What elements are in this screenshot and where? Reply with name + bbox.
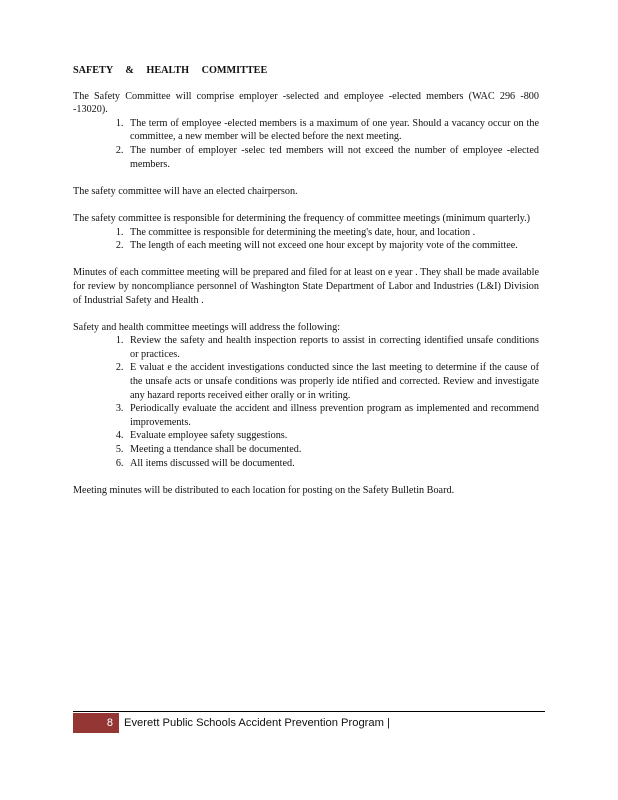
list-item: 2. The number of employer -selec ted members will not exceed the number of employee -elected members. <box>126 144 539 171</box>
paragraph: The safety committee will have an elected chairperson. <box>73 185 298 197</box>
paragraph: Minutes of each committee meeting will be prepared and filed for at least on e year . They shall be made available for review by noncompliance personnel of Washington State Department of Labor and Industries (L&I) Division of Industrial Safety and Health . <box>73 267 539 306</box>
section-minutes <box>73 266 539 307</box>
paragraph: Safety and health committee meetings will address the following: <box>73 321 341 333</box>
section-title: SAFETY & HEALTH COMMITTEE <box>73 65 268 76</box>
list-item: 6. All items discussed will be documented. <box>126 457 539 471</box>
numbered-list <box>73 334 539 470</box>
numbered-list <box>73 117 539 171</box>
list-item: 3. Periodically evaluate the accident and illness prevention program as implemented and recommend improvements. <box>126 402 539 429</box>
list-item: 1. The term of employee -elected members is a maximum of one year. Should a vacancy occur on the committee, a new member will be elected before the next meeting. <box>126 117 539 144</box>
page-number-badge: 8 <box>73 713 119 733</box>
section-meeting-agenda <box>73 321 539 471</box>
section-chairperson <box>73 185 539 199</box>
footer-title: Everett Public Schools Accident Prevention Program | <box>124 717 390 729</box>
paragraph: The safety committee is responsible for determining the frequency of committee meetings (minimum quarterly.) <box>73 212 531 224</box>
list-item: 5. Meeting a ttendance shall be documented. <box>126 443 539 457</box>
list-item: 2. The length of each meeting will not exceed one hour except by majority vote of the committee. <box>126 239 539 253</box>
section-distribution <box>73 484 539 498</box>
footer-rule <box>73 711 545 712</box>
list-item: 4. Evaluate employee safety suggestions. <box>126 429 539 443</box>
list-item: 1. The committee is responsible for determining the meeting's date, hour, and location . <box>126 226 539 240</box>
section-meeting-frequency <box>73 212 539 253</box>
list-item: 1. Review the safety and health inspection reports to assist in correcting identified unsafe conditions or practices. <box>126 334 539 361</box>
paragraph: Meeting minutes will be distributed to each location for posting on the Safety Bulletin Board. <box>73 484 455 496</box>
page-content <box>73 64 539 511</box>
list-item: 2. E valuat e the accident investigations conducted since the last meeting to determine if the cause of the unsafe acts or unsafe conditions was properly ide ntified and corrected. Review and investigate any hazard reports received either orally or in writing. <box>126 361 539 402</box>
numbered-list <box>73 226 539 253</box>
section-committee-composition <box>73 90 539 172</box>
paragraph: The Safety Committee will comprise employer -selected and employee -elected members (WAC 296 -800 -13020). <box>73 90 539 116</box>
